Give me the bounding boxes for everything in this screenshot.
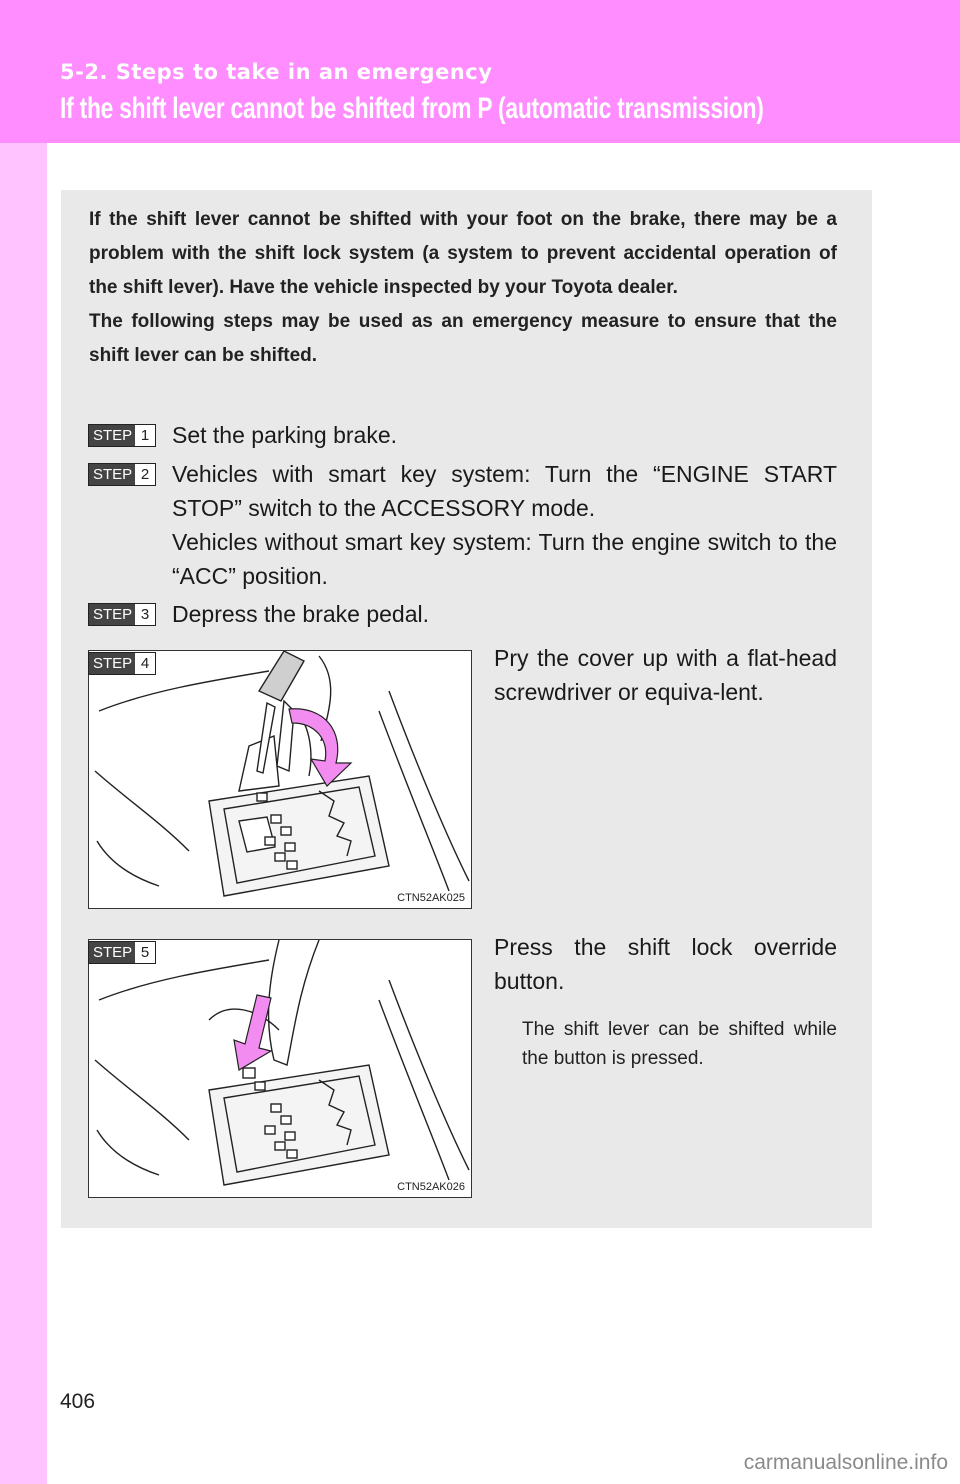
page-title: If the shift lever cannot be shifted from P (automatic transmission) (60, 92, 764, 125)
step-badge-2 (88, 463, 156, 486)
step-5-text: Press the shift lock override button. (494, 934, 837, 994)
figure-code: CTN52AK025 (397, 892, 465, 904)
step-badge-label: STEP (89, 604, 135, 625)
intro-paragraph-2: The following steps may be used as an emergency measure to ensure that the shift lever can be shifted. (89, 311, 837, 366)
step-badge-label: STEP (89, 464, 135, 485)
intro-text (89, 203, 837, 373)
page-number: 406 (60, 1390, 96, 1413)
step-badge-number: 4 (140, 655, 150, 672)
figure-code: CTN52AK026 (397, 1181, 465, 1193)
step-badge-number: 1 (140, 427, 150, 444)
shift-console-screwdriver-illustration (89, 651, 472, 909)
step-badge-4 (88, 652, 156, 675)
step-1-text: Set the parking brake. (172, 422, 398, 448)
step-badge-number: 3 (140, 606, 150, 623)
section-label: 5-2. Steps to take in an emergency (60, 60, 493, 84)
step-badge-number: 2 (140, 466, 150, 483)
step-5-figure (88, 939, 472, 1198)
step-badge-label: STEP (89, 653, 135, 674)
step-2-text (172, 457, 837, 593)
step-badge-5 (88, 941, 156, 964)
step-badge-3 (88, 603, 156, 626)
step-badge-label: STEP (89, 942, 135, 963)
step-4-text: Pry the cover up with a flat-head screwdriver or equiva-lent. (494, 645, 837, 705)
intro-paragraph-1: If the shift lever cannot be shifted with your foot on the brake, there may be a problem with the shift lock system (a system to prevent accidental operation of the shift lever). Have the vehicle inspected by your Toyota dealer. (89, 209, 837, 298)
step-5-note: The shift lever can be shifted while the button is pressed. (522, 1019, 837, 1069)
step-2-line-2: Vehicles without smart key system: Turn the engine switch to the “ACC” position. (172, 529, 837, 589)
page-header (0, 0, 960, 143)
side-tab-strip (0, 143, 47, 1484)
step-badge-label: STEP (89, 425, 135, 446)
step-badge-1 (88, 424, 156, 447)
step-4-figure (88, 650, 472, 909)
shift-lock-override-illustration (89, 940, 472, 1198)
step-2-line-1: Vehicles with smart key system: Turn the “ENGINE START STOP” switch to the ACCESSORY mode. (172, 461, 837, 521)
step-badge-number: 5 (140, 944, 150, 961)
watermark: carmanualsonline.info (743, 1451, 948, 1474)
step-3-text: Depress the brake pedal. (172, 601, 429, 627)
